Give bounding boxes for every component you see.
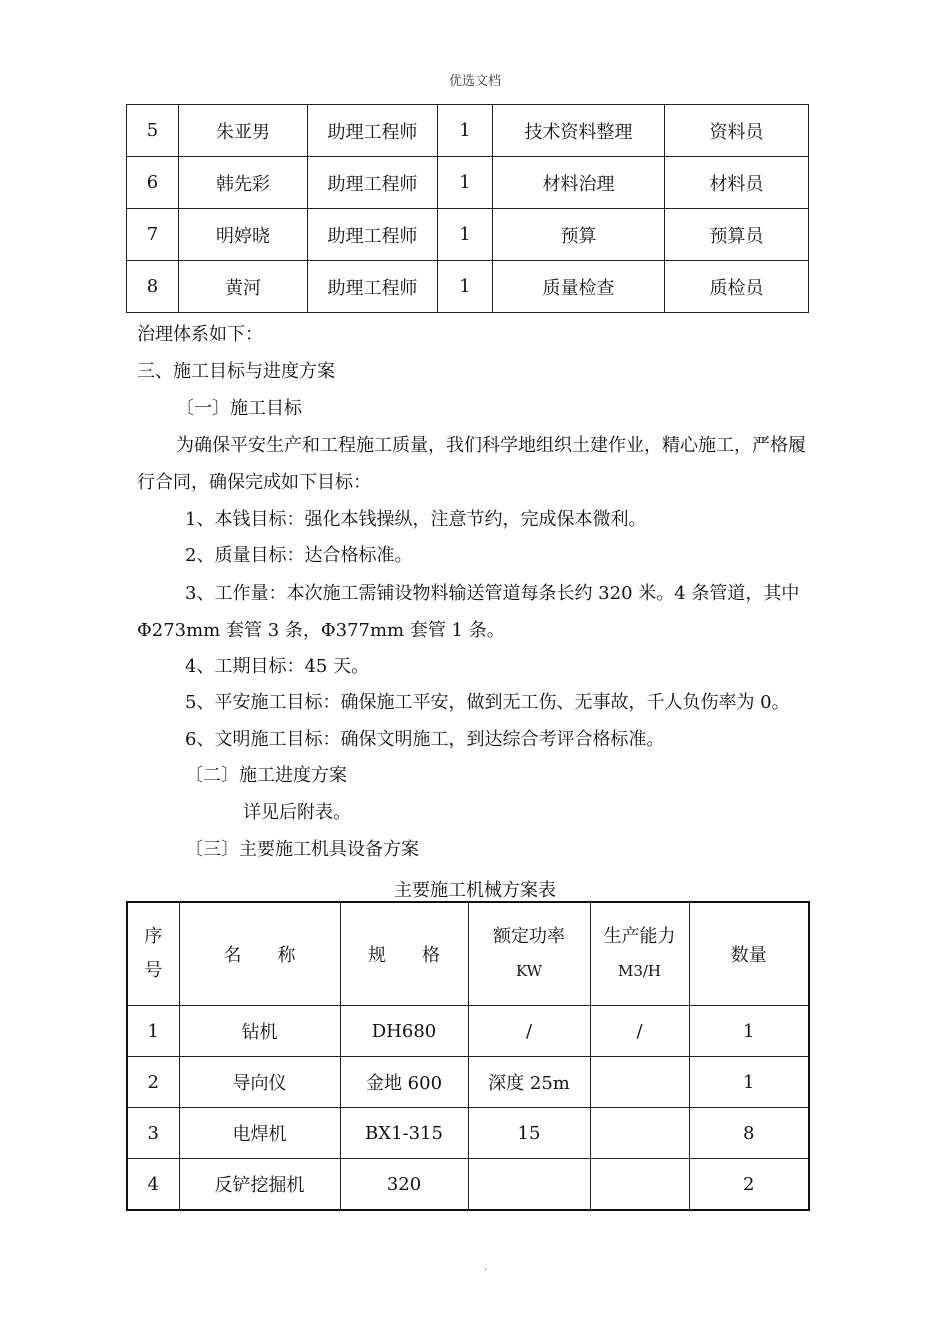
staff-count: 1 (438, 261, 493, 313)
staff-count: 1 (438, 157, 493, 209)
equip-no: 4 (127, 1159, 179, 1211)
paragraph: Φ273mm 套管 3 条，Φ377mm 套管 1 条。 (137, 620, 505, 641)
equip-name: 导向仪 (179, 1057, 340, 1108)
equip-spec: 320 (340, 1159, 468, 1211)
header-capacity: 生产能力 M3/H (590, 902, 689, 1006)
equip-quantity: 8 (689, 1108, 809, 1159)
equipment-table (126, 901, 810, 1211)
equip-spec: 金地 600 (340, 1057, 468, 1108)
staff-name: 黄河 (179, 261, 308, 313)
paragraph: 治理体系如下： (137, 324, 263, 345)
list-item: 5、平安施工目标：确保施工平安，做到无工伤、无事故，千人负伤率为 0。 (185, 692, 790, 713)
equip-power: 15 (468, 1108, 590, 1159)
staff-title: 助理工程师 (308, 209, 438, 261)
list-item: 4、工期目标：45 天。 (185, 656, 370, 677)
table-row (127, 1108, 809, 1159)
table-header-row (127, 902, 809, 1006)
subsection-heading: 〔一〕施工目标 (176, 398, 302, 419)
paragraph: 为确保平安生产和工程施工质量，我们科学地组织土建作业，精心施工，严格履 (176, 435, 806, 456)
table-row (127, 261, 809, 313)
paragraph: 行合同，确保完成如下目标： (137, 472, 371, 493)
equip-name: 钻机 (179, 1006, 340, 1057)
equip-quantity: 1 (689, 1057, 809, 1108)
staff-role: 材料员 (665, 157, 809, 209)
staff-role: 资料员 (665, 105, 809, 157)
staff-name: 韩先彩 (179, 157, 308, 209)
equip-spec: DH680 (340, 1006, 468, 1057)
staff-duty: 预算 (493, 209, 665, 261)
staff-no: 7 (127, 209, 179, 261)
list-item: 3、工作量：本次施工需铺设物料输送管道每条长约 320 米。4 条管道，其中 (185, 583, 800, 604)
header-seq: 序 号 (127, 902, 179, 1006)
header-quantity: 数量 (689, 902, 809, 1006)
staff-duty: 技术资料整理 (493, 105, 665, 157)
subsection-heading: 〔三〕主要施工机具设备方案 (185, 839, 419, 860)
staff-name: 明婷晓 (179, 209, 308, 261)
staff-role: 预算员 (665, 209, 809, 261)
staff-duty: 质量检查 (493, 261, 665, 313)
equip-capacity (590, 1108, 689, 1159)
staff-no: 8 (127, 261, 179, 313)
equip-power: 深度 25m (468, 1057, 590, 1108)
table-row (127, 1057, 809, 1108)
header-spec: 规 格 (340, 902, 468, 1006)
list-item: 6、文明施工目标：确保文明施工，到达综合考评合格标准。 (185, 729, 665, 750)
staff-title: 助理工程师 (308, 261, 438, 313)
equip-no: 2 (127, 1057, 179, 1108)
table-row (127, 105, 809, 157)
staff-no: 6 (127, 157, 179, 209)
staff-title: 助理工程师 (308, 157, 438, 209)
staff-count: 1 (438, 105, 493, 157)
staff-role: 质检员 (665, 261, 809, 313)
paragraph: 详见后附表。 (243, 802, 351, 823)
page-header: 优选文档 (448, 74, 501, 89)
header-name: 名 称 (179, 902, 340, 1006)
staff-name: 朱亚男 (179, 105, 308, 157)
staff-title: 助理工程师 (308, 105, 438, 157)
equip-no: 1 (127, 1006, 179, 1057)
list-item: 1、本钱目标：强化本钱操纵，注意节约，完成保本微利。 (185, 509, 647, 530)
staff-table (126, 104, 809, 313)
table-row (127, 157, 809, 209)
equip-capacity (590, 1159, 689, 1211)
header-power: 额定功率 KW (468, 902, 590, 1006)
table-row (127, 1159, 809, 1211)
section-heading: 三、施工目标与进度方案 (137, 361, 335, 382)
equip-name: 反铲挖掘机 (179, 1159, 340, 1211)
staff-no: 5 (127, 105, 179, 157)
list-item: 2、质量目标：达合格标准。 (185, 545, 413, 566)
equip-power: / (468, 1006, 590, 1057)
equip-capacity: / (590, 1006, 689, 1057)
equip-name: 电焊机 (179, 1108, 340, 1159)
equip-no: 3 (127, 1108, 179, 1159)
equip-quantity: 1 (689, 1006, 809, 1057)
staff-duty: 材料治理 (493, 157, 665, 209)
table-caption: 主要施工机械方案表 (394, 880, 556, 901)
equip-capacity (590, 1057, 689, 1108)
staff-count: 1 (438, 209, 493, 261)
equip-power (468, 1159, 590, 1211)
footer-mark: . (484, 1262, 488, 1273)
table-row (127, 1006, 809, 1057)
equip-spec: BX1-315 (340, 1108, 468, 1159)
subsection-heading: 〔二〕施工进度方案 (185, 765, 347, 786)
equip-quantity: 2 (689, 1159, 809, 1211)
table-row (127, 209, 809, 261)
